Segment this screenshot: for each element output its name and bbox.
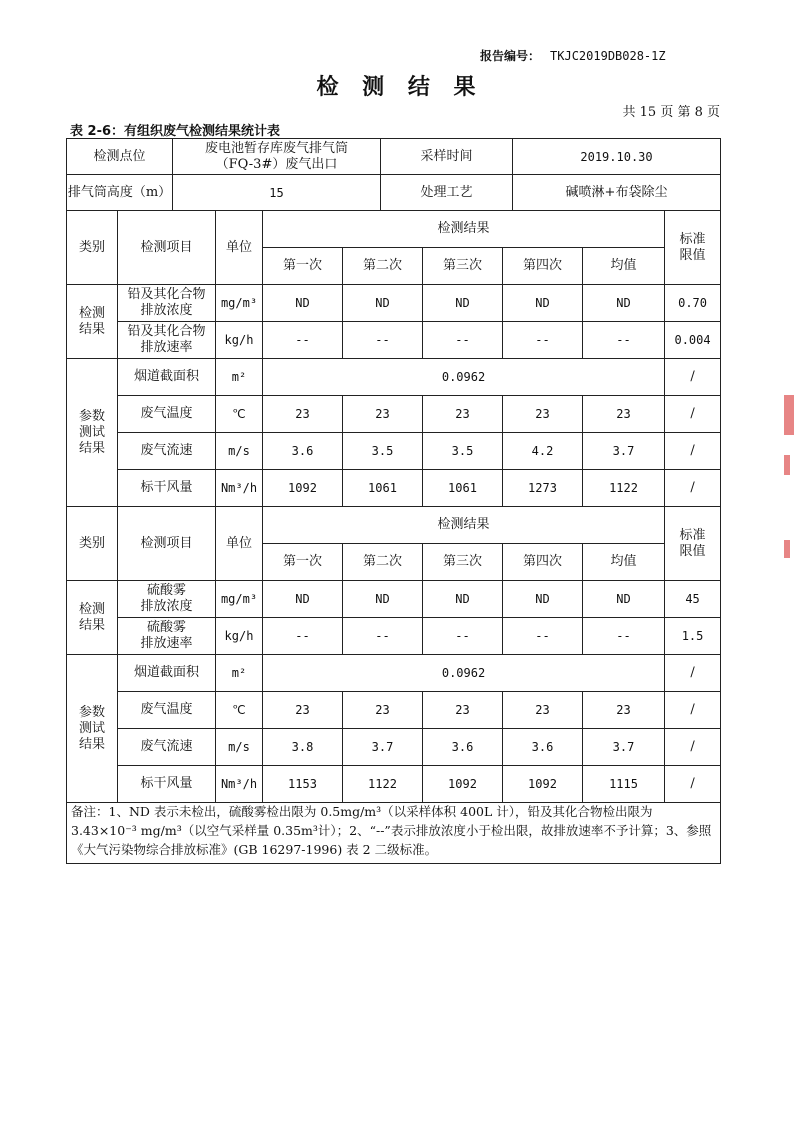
param-category-line: 结果	[78, 440, 105, 456]
param-unit: Nm³/h	[216, 766, 263, 803]
detect-value: ND	[503, 581, 583, 618]
header-results: 检测结果	[263, 211, 665, 248]
detect-item-line: 硫酸雾	[146, 583, 186, 598]
detect-value: --	[263, 618, 343, 655]
param-standard: /	[665, 729, 721, 766]
detect-item-line: 排放浓度	[140, 599, 193, 614]
detect-unit: mg/m³	[216, 285, 263, 322]
param-value: 23	[343, 692, 423, 729]
detect-unit: kg/h	[216, 322, 263, 359]
detect-category-line: 结果	[78, 321, 105, 337]
note-box: 备注：1、ND 表示未检出，硫酸雾检出限为 0.5mg/m³（以采样体积 400L 计），铅及其化合物检出限为 3.43×10⁻³ mg/m³（以空气采样量 0.35m³计）；2、“--”表示排放浓度小于检出限，故排放速率不予计算；3、参照《大气污染物综合排放标准》(GB 16297-1996) 表 2 二级标准。	[66, 800, 721, 864]
detect-item-line: 铅及其化合物	[127, 287, 206, 302]
param-value: 23	[503, 396, 583, 433]
detect-value: ND	[263, 581, 343, 618]
param-item: 烟道截面积	[118, 655, 216, 692]
header-run: 第四次	[503, 248, 583, 285]
param-value: 1061	[423, 470, 503, 507]
detect-category-line: 检测	[78, 305, 105, 321]
detect-standard: 1.5	[665, 618, 721, 655]
param-value: 1092	[503, 766, 583, 803]
header-run: 第二次	[343, 248, 423, 285]
detect-category-line: 结果	[78, 617, 105, 633]
param-unit: m²	[216, 359, 263, 396]
area-value: 0.0962	[263, 359, 665, 396]
param-standard: /	[665, 396, 721, 433]
detect-value: ND	[343, 285, 423, 322]
header-category: 类别	[67, 211, 118, 285]
detect-standard: 45	[665, 581, 721, 618]
param-unit: m/s	[216, 729, 263, 766]
header-run: 均值	[583, 248, 665, 285]
param-value: 23	[423, 396, 503, 433]
detect-value: --	[503, 618, 583, 655]
page-title: 检 测 结 果	[316, 75, 484, 100]
header-standard	[665, 211, 721, 285]
param-value: 1153	[263, 766, 343, 803]
detect-value: --	[423, 618, 503, 655]
detect-value: ND	[343, 581, 423, 618]
detect-value: --	[343, 618, 423, 655]
header-run: 第三次	[423, 248, 503, 285]
seal-stamp-fragment	[784, 395, 794, 435]
header-run: 第二次	[343, 544, 423, 581]
detect-item	[118, 322, 216, 359]
param-item: 废气温度	[118, 692, 216, 729]
param-category	[67, 655, 118, 803]
param-value: 1273	[503, 470, 583, 507]
param-unit: Nm³/h	[216, 470, 263, 507]
seal-stamp-fragment	[784, 455, 790, 475]
detect-item-line: 排放速率	[140, 636, 193, 651]
param-standard: /	[665, 692, 721, 729]
height-label: 排气筒高度（m）	[67, 175, 173, 211]
param-value: 3.6	[503, 729, 583, 766]
detect-item	[118, 581, 216, 618]
param-value: 23	[263, 692, 343, 729]
param-value: 23	[583, 692, 665, 729]
param-standard: /	[665, 359, 721, 396]
param-unit: ℃	[216, 396, 263, 433]
report-number-value: TKJC2019DB028-1Z	[550, 49, 666, 63]
header-run: 第四次	[503, 544, 583, 581]
detect-item-line: 硫酸雾	[146, 620, 186, 635]
detect-value: ND	[423, 285, 503, 322]
detect-item-line: 铅及其化合物	[127, 324, 206, 339]
param-item: 标干风量	[118, 470, 216, 507]
process-label: 处理工艺	[381, 175, 513, 211]
param-value: 3.6	[263, 433, 343, 470]
results-table-lead	[66, 210, 721, 507]
header-item: 检测项目	[118, 507, 216, 581]
report-number	[480, 47, 720, 64]
param-category-line: 结果	[78, 736, 105, 752]
detect-standard: 0.70	[665, 285, 721, 322]
page-count: 共 15 页 第 8 页	[622, 105, 720, 120]
param-category	[67, 359, 118, 507]
header-run: 第一次	[263, 544, 343, 581]
param-standard: /	[665, 766, 721, 803]
header-standard-line: 标准	[679, 231, 706, 247]
detect-value: ND	[263, 285, 343, 322]
param-value: 1092	[263, 470, 343, 507]
detect-value: --	[343, 322, 423, 359]
param-value: 1092	[423, 766, 503, 803]
report-number-label: 报告编号：	[480, 49, 541, 63]
detect-category-line: 检测	[78, 601, 105, 617]
param-category-line: 测试	[78, 424, 105, 440]
detect-category	[67, 581, 118, 655]
param-unit: m²	[216, 655, 263, 692]
param-value: 3.8	[263, 729, 343, 766]
header-standard-line: 限值	[679, 543, 706, 559]
header-standard-line: 标准	[679, 527, 706, 543]
detect-category	[67, 285, 118, 359]
detect-item	[118, 618, 216, 655]
param-value: 23	[503, 692, 583, 729]
sample-time-label: 采样时间	[381, 139, 513, 175]
header-category: 类别	[67, 507, 118, 581]
header-results: 检测结果	[263, 507, 665, 544]
header-item: 检测项目	[118, 211, 216, 285]
table-caption: 表 2-6：有组织废气检测结果统计表	[70, 124, 281, 139]
param-value: 3.5	[423, 433, 503, 470]
point-value-line1: 废电池暂存库废气排气筒	[204, 140, 348, 156]
info-table	[66, 138, 721, 211]
process-value: 碱喷淋+布袋除尘	[513, 175, 721, 211]
detect-value: ND	[583, 581, 665, 618]
seal-stamp-fragment	[784, 540, 790, 558]
param-value: 3.7	[583, 729, 665, 766]
sample-time-value: 2019.10.30	[513, 139, 721, 175]
detect-value: --	[583, 322, 665, 359]
param-value: 3.7	[583, 433, 665, 470]
param-value: 3.7	[343, 729, 423, 766]
param-unit: m/s	[216, 433, 263, 470]
detect-standard: 0.004	[665, 322, 721, 359]
param-item: 废气流速	[118, 433, 216, 470]
detect-unit: mg/m³	[216, 581, 263, 618]
param-value: 1122	[583, 470, 665, 507]
param-category-line: 参数	[78, 704, 105, 720]
detect-unit: kg/h	[216, 618, 263, 655]
detect-item	[118, 285, 216, 322]
detect-value: ND	[503, 285, 583, 322]
param-value: 1061	[343, 470, 423, 507]
param-value: 23	[423, 692, 503, 729]
param-value: 23	[583, 396, 665, 433]
detect-value: --	[263, 322, 343, 359]
detect-item-line: 排放浓度	[140, 303, 193, 318]
param-item: 烟道截面积	[118, 359, 216, 396]
results-table-sulfuric	[66, 506, 721, 803]
param-unit: ℃	[216, 692, 263, 729]
param-standard: /	[665, 433, 721, 470]
param-value: 3.5	[343, 433, 423, 470]
param-value: 1115	[583, 766, 665, 803]
param-value: 23	[343, 396, 423, 433]
detect-value: ND	[423, 581, 503, 618]
detect-item-line: 排放速率	[140, 340, 193, 355]
detect-value: ND	[583, 285, 665, 322]
param-standard: /	[665, 470, 721, 507]
detect-value: --	[503, 322, 583, 359]
header-unit: 单位	[216, 507, 263, 581]
height-value: 15	[173, 175, 381, 211]
header-run: 第三次	[423, 544, 503, 581]
header-standard-line: 限值	[679, 247, 706, 263]
point-label: 检测点位	[67, 139, 173, 175]
point-value	[173, 139, 381, 175]
header-standard	[665, 507, 721, 581]
param-category-line: 参数	[78, 408, 105, 424]
area-value: 0.0962	[263, 655, 665, 692]
param-category-line: 测试	[78, 720, 105, 736]
detect-value: --	[583, 618, 665, 655]
param-item: 废气流速	[118, 729, 216, 766]
header-unit: 单位	[216, 211, 263, 285]
header-run: 均值	[583, 544, 665, 581]
point-value-line2: （FQ-3#）废气出口	[215, 156, 338, 172]
header-run: 第一次	[263, 248, 343, 285]
param-standard: /	[665, 655, 721, 692]
param-item: 废气温度	[118, 396, 216, 433]
detect-value: --	[423, 322, 503, 359]
param-item: 标干风量	[118, 766, 216, 803]
param-value: 3.6	[423, 729, 503, 766]
param-value: 4.2	[503, 433, 583, 470]
param-value: 1122	[343, 766, 423, 803]
param-value: 23	[263, 396, 343, 433]
